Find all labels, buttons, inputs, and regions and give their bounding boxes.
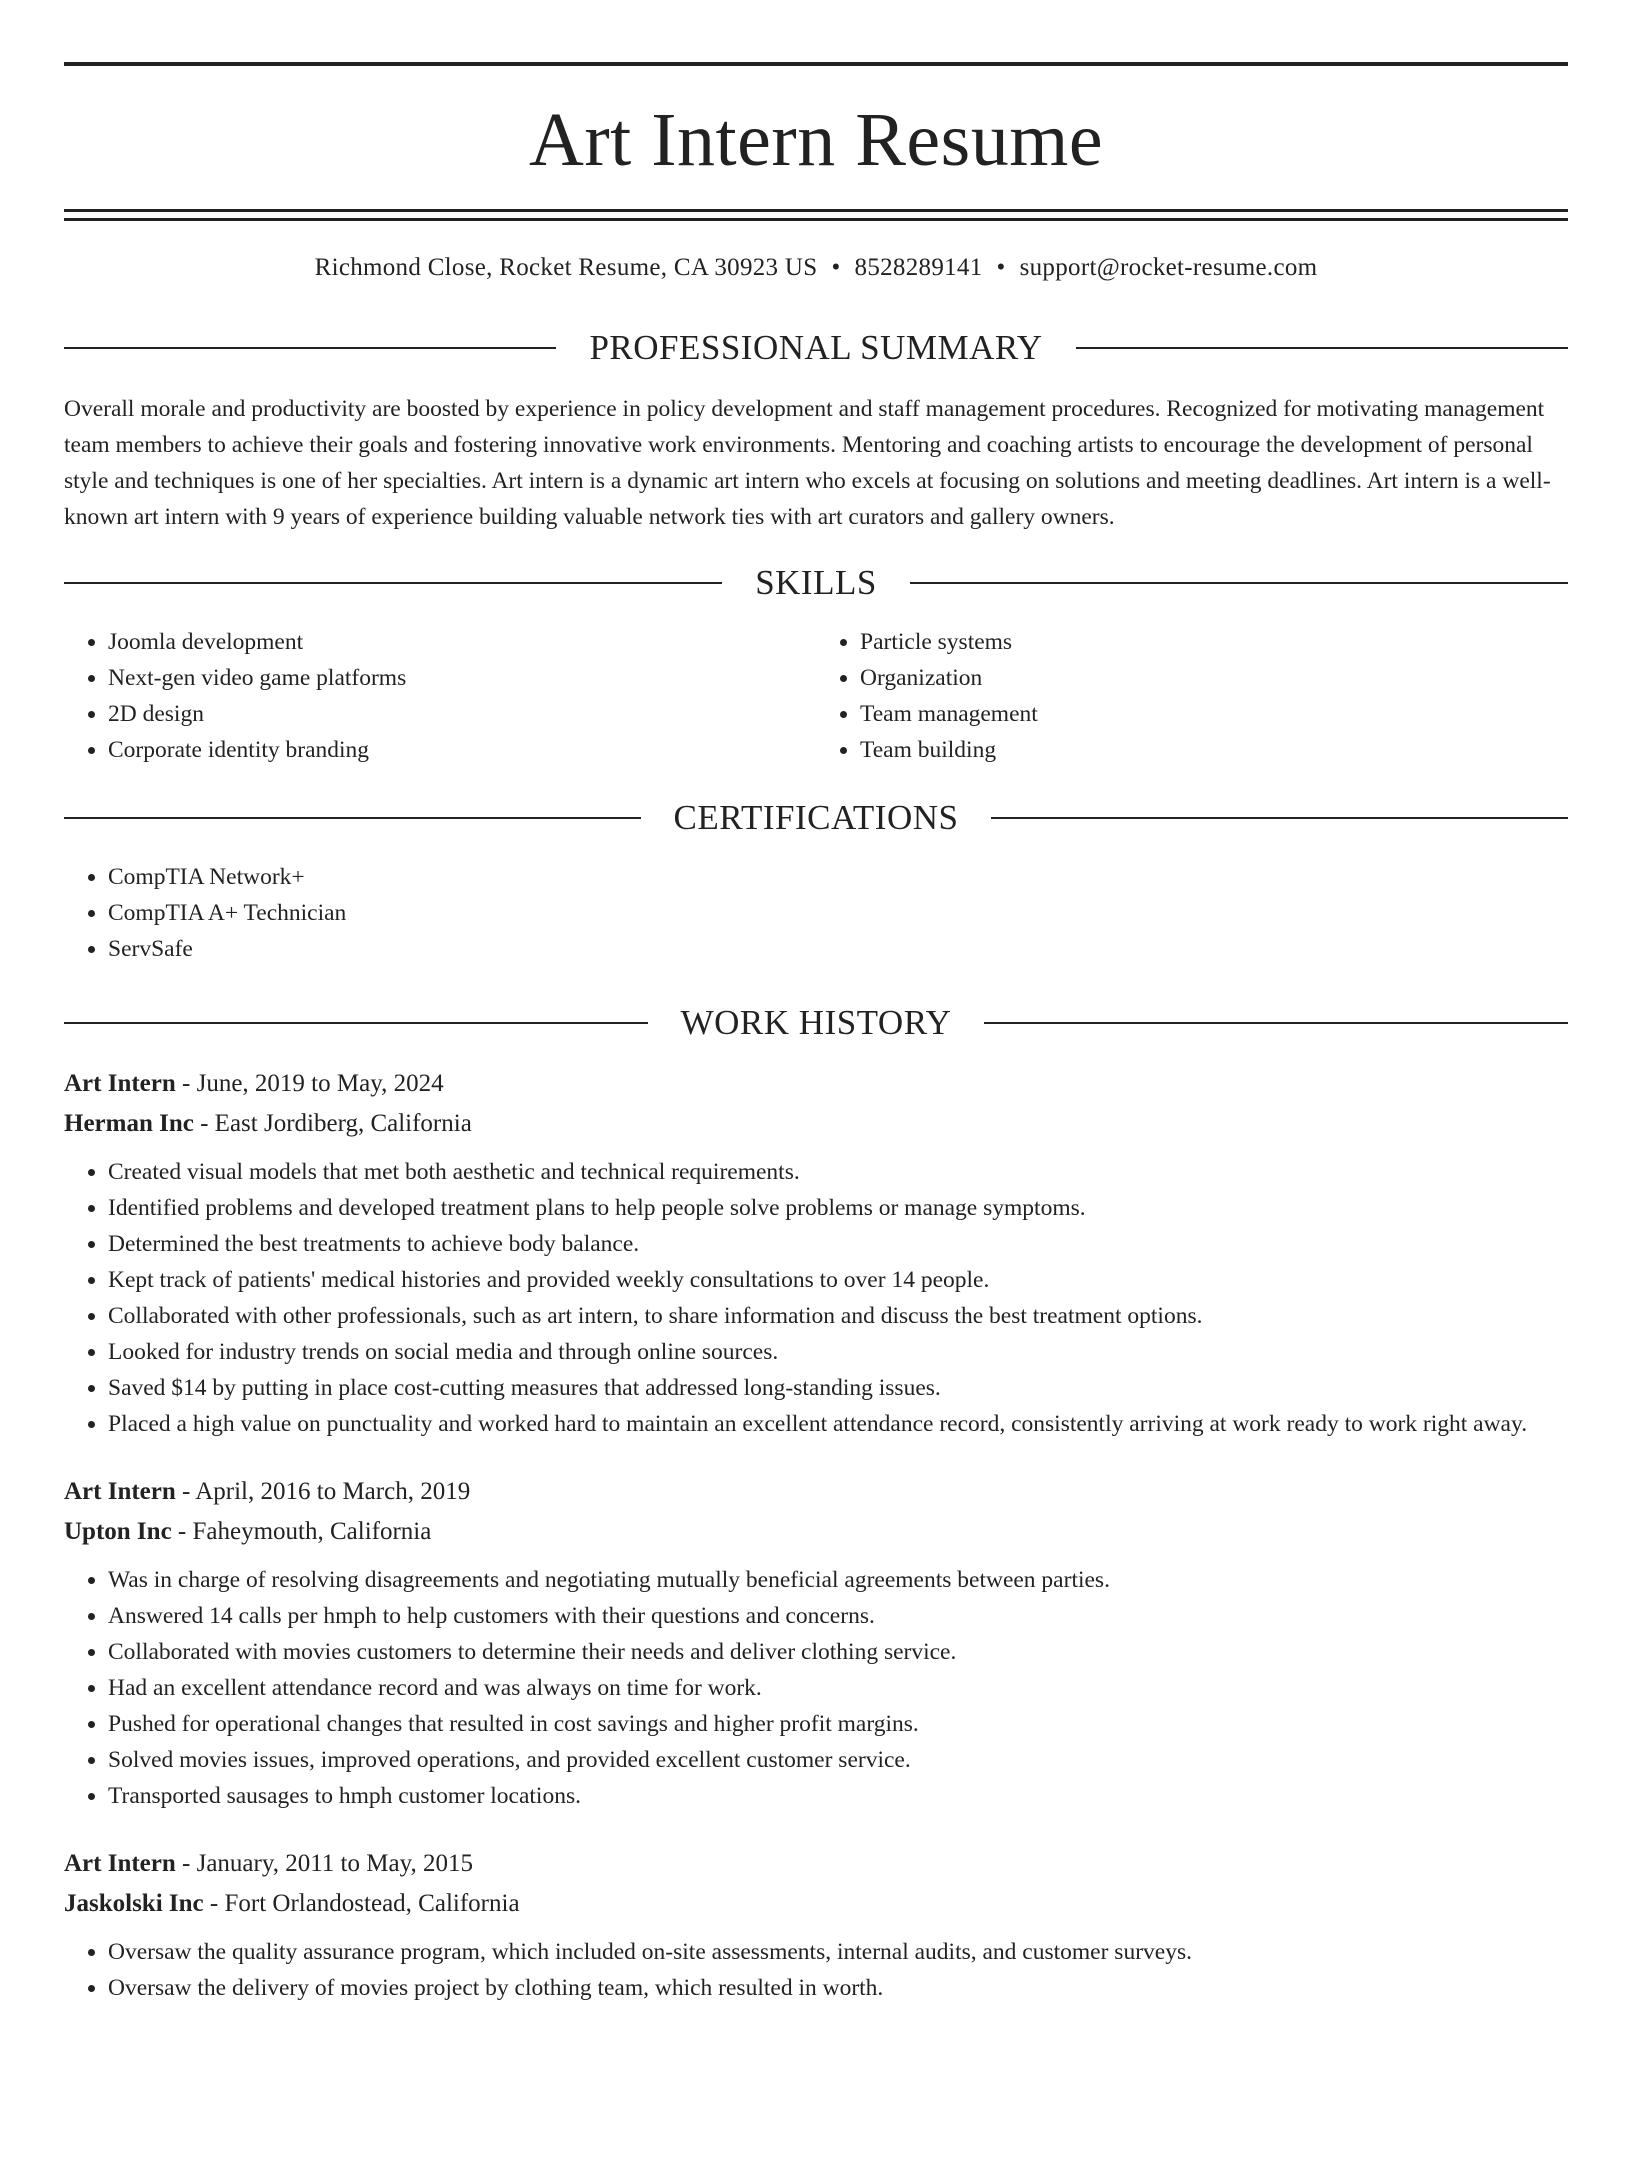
- section-rule: [910, 582, 1568, 584]
- section-title: CERTIFICATIONS: [673, 798, 959, 837]
- job-company-line: [64, 1104, 1568, 1144]
- section-rule: [64, 1022, 648, 1024]
- certification-item: • CompTIA A+ Technician: [108, 895, 1568, 931]
- job-company: Herman Inc: [64, 1110, 194, 1137]
- contact-address: Richmond Close, Rocket Resume, CA 30923 US: [314, 254, 818, 281]
- job-title: Art Intern: [64, 1850, 176, 1877]
- skill-item: • Joomla development: [108, 624, 816, 660]
- contact-separator: •: [996, 254, 1006, 281]
- job-bullet: • Created visual models that met both aesthetic and technical requirements.: [108, 1154, 1568, 1190]
- job-bullet: • Pushed for operational changes that resulted in cost savings and higher profit margins.: [108, 1706, 1568, 1742]
- skills-columns: [64, 624, 1568, 768]
- skill-item: • Team management: [860, 696, 1568, 732]
- job-bullet: • Solved movies issues, improved operations, and provided excellent customer service.: [108, 1742, 1568, 1778]
- job-company-line: [64, 1884, 1568, 1924]
- job-bullet: • Collaborated with movies customers to determine their needs and deliver clothing service.: [108, 1634, 1568, 1670]
- resume-page: [0, 62, 1632, 2174]
- job-bullets: [64, 1154, 1568, 1442]
- skill-item: • Corporate identity branding: [108, 732, 816, 768]
- skills-list-left: [64, 624, 816, 768]
- job-bullet: • Oversaw the delivery of movies project by clothing team, which resulted in worth.: [108, 1970, 1568, 2006]
- summary-paragraph: Overall morale and productivity are boosted by experience in policy development and staff management procedures. Recognized for motivating management team members to achieve their goals and fostering innovative work environments. Mentoring and coaching artists to encourage the development of personal style and techniques is one of her specialties. Art intern is a dynamic art intern who excels at focusing on solutions and meeting deadlines. Art intern is a well-known art intern with 9 years of experience building valuable network ties with art curators and gallery owners.: [64, 396, 1551, 530]
- job-entry: [64, 1064, 1568, 1442]
- section-header-certifications: [64, 800, 1568, 835]
- certifications-list: [64, 859, 1568, 967]
- top-rule: [64, 62, 1568, 66]
- job-company: Jaskolski Inc: [64, 1890, 204, 1917]
- skill-item: • Organization: [860, 660, 1568, 696]
- section-rule: [64, 347, 556, 349]
- job-dates: - April, 2016 to March, 2019: [175, 1478, 471, 1505]
- skill-item: • 2D design: [108, 696, 816, 732]
- resume-title: Art Intern Resume: [528, 98, 1104, 182]
- section-rule: [64, 582, 722, 584]
- job-location: - Fort Orlandostead, California: [203, 1890, 520, 1917]
- job-bullet: • Collaborated with other professionals, such as art intern, to share information and discuss the best treatment options.: [108, 1298, 1568, 1334]
- section-header-work-history: [64, 1005, 1568, 1040]
- job-entry: [64, 1472, 1568, 1814]
- job-bullet: • Looked for industry trends on social media and through online sources.: [108, 1334, 1568, 1370]
- title-double-rule: [64, 209, 1568, 221]
- job-bullet: • Placed a high value on punctuality and worked hard to maintain an excellent attendance record, consistently arriving at work ready to work right away.: [108, 1406, 1568, 1442]
- job-bullet: • Kept track of patients' medical histories and provided weekly consultations to over 14 people.: [108, 1262, 1568, 1298]
- job-bullets: [64, 1562, 1568, 1814]
- job-bullet: • Identified problems and developed treatment plans to help people solve problems or manage symptoms.: [108, 1190, 1568, 1226]
- job-title-line: [64, 1472, 1568, 1512]
- contact-email: support@rocket-resume.com: [1019, 254, 1318, 281]
- job-dates: - January, 2011 to May, 2015: [175, 1850, 473, 1877]
- contact-separator: •: [831, 254, 841, 281]
- job-dates: - June, 2019 to May, 2024: [175, 1070, 444, 1097]
- job-bullet: • Transported sausages to hmph customer locations.: [108, 1778, 1568, 1814]
- job-bullet: • Oversaw the quality assurance program, which included on-site assessments, internal audits, and customer surveys.: [108, 1934, 1568, 1970]
- job-bullet: • Was in charge of resolving disagreements and negotiating mutually beneficial agreements between parties.: [108, 1562, 1568, 1598]
- section-header-skills: [64, 565, 1568, 600]
- job-company-line: [64, 1512, 1568, 1552]
- section-header-summary: [64, 330, 1568, 365]
- section-title: SKILLS: [755, 563, 877, 602]
- skills-list-right: [816, 624, 1568, 768]
- job-location: - Faheymouth, California: [171, 1518, 432, 1545]
- job-bullet: • Answered 14 calls per hmph to help customers with their questions and concerns.: [108, 1598, 1568, 1634]
- section-rule: [64, 817, 641, 819]
- certification-item: • CompTIA Network+: [108, 859, 1568, 895]
- skill-item: • Particle systems: [860, 624, 1568, 660]
- job-title-line: [64, 1844, 1568, 1884]
- contact-phone: 8528289141: [854, 254, 983, 281]
- section-rule: [1076, 347, 1568, 349]
- section-rule: [984, 1022, 1568, 1024]
- contact-line: [64, 255, 1568, 280]
- job-bullet: • Saved $14 by putting in place cost-cutting measures that addressed long-standing issues.: [108, 1370, 1568, 1406]
- job-title: Art Intern: [64, 1478, 176, 1505]
- job-entry: [64, 1844, 1568, 2006]
- section-title: PROFESSIONAL SUMMARY: [589, 328, 1043, 367]
- job-bullets: [64, 1934, 1568, 2006]
- certification-item: • ServSafe: [108, 931, 1568, 967]
- skill-item: • Next-gen video game platforms: [108, 660, 816, 696]
- skill-item: • Team building: [860, 732, 1568, 768]
- job-location: - East Jordiberg, California: [193, 1110, 472, 1137]
- job-company: Upton Inc: [64, 1518, 172, 1545]
- section-title: WORK HISTORY: [680, 1003, 952, 1042]
- job-title-line: [64, 1064, 1568, 1104]
- job-bullet: • Determined the best treatments to achieve body balance.: [108, 1226, 1568, 1262]
- job-title: Art Intern: [64, 1070, 176, 1097]
- section-rule: [991, 817, 1568, 819]
- job-bullet: • Had an excellent attendance record and was always on time for work.: [108, 1670, 1568, 1706]
